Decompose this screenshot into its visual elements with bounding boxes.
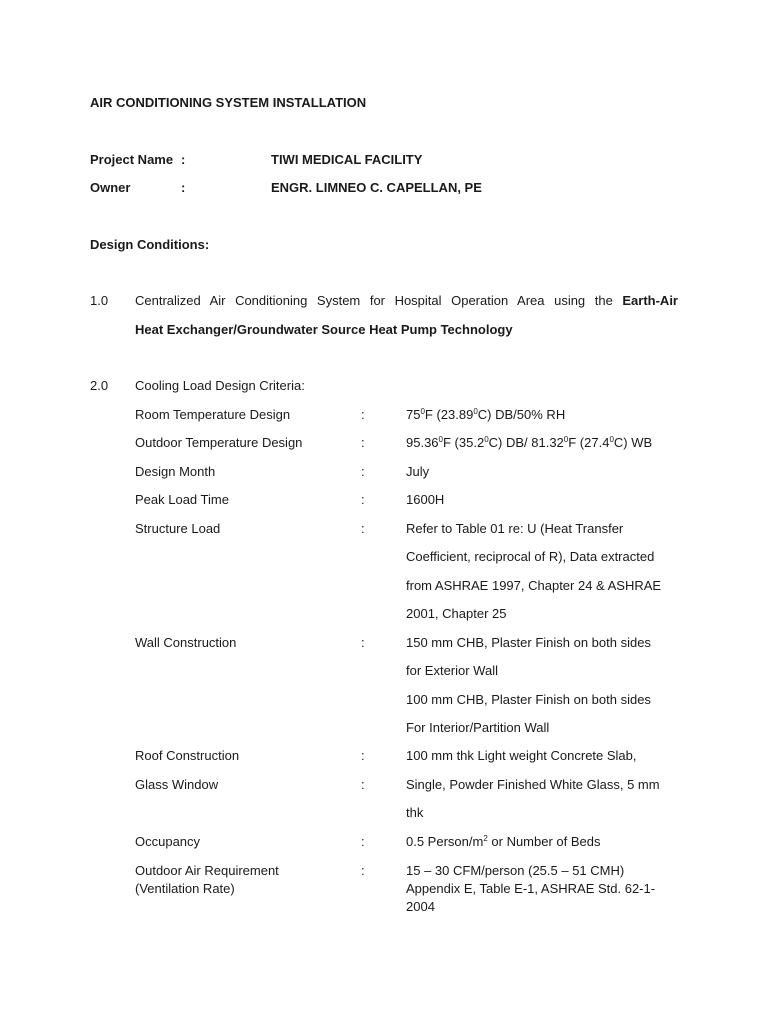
criteria-value-room-temperature: $75^0F$ (23.89$^0$C) DB/50% RH <box>406 407 566 422</box>
criteria-colon: : <box>361 492 365 507</box>
criteria-value-structure-load-line: Coefficient, reciprocal of R), Data extracted <box>406 549 655 564</box>
criteria-value-wall-construction-line: For Interior/Partition Wall <box>406 720 550 735</box>
criteria-value-structure-load-line: from ASHRAE 1997, Chapter 24 & ASHRAE <box>406 578 662 593</box>
project-name-colon: : <box>181 152 186 167</box>
criteria-value-wall-construction-line: 100 mm CHB, Plaster Finish on both sides <box>406 692 651 707</box>
criteria-value-peak-load: 1600H <box>406 492 445 507</box>
criteria-value-glass-window-line: Single, Powder Finished White Glass, 5 mm <box>406 777 660 792</box>
criteria-value-roof-construction: 100 mm thk Light weight Concrete Slab, <box>406 748 637 763</box>
criteria-value-wall-construction-line: for Exterior Wall <box>406 663 498 678</box>
criteria-value-outdoor-air-line: 15 – 30 CFM/person (25.5 – 51 CMH) <box>406 863 625 878</box>
owner-value: ENGR. LIMNEO C. CAPELLAN, PE <box>271 180 482 195</box>
section1-number: 1.0 <box>90 293 109 308</box>
criteria-label-room-temperature: Room Temperature Design <box>135 407 291 422</box>
criteria-colon: : <box>361 464 365 479</box>
section2-heading: Cooling Load Design Criteria: <box>135 378 305 393</box>
document-title: AIR CONDITIONING SYSTEM INSTALLATION <box>90 95 367 110</box>
criteria-label-design-month: Design Month <box>135 464 216 479</box>
section1-line2: Heat Exchanger/Groundwater Source Heat Pump Technology <box>135 322 513 337</box>
criteria-colon: : <box>361 435 365 450</box>
criteria-label-outdoor-air-line: Outdoor Air Requirement <box>135 863 279 878</box>
criteria-label-roof-construction: Roof Construction <box>135 748 240 763</box>
section2-number: 2.0 <box>90 378 109 393</box>
owner-colon: : <box>181 180 186 195</box>
criteria-value-outdoor-air-line: 2004 <box>406 899 435 914</box>
project-name-value: TIWI MEDICAL FACILITY <box>271 152 423 167</box>
criteria-label-glass-window: Glass Window <box>135 777 219 792</box>
project-name-label: Project Name <box>90 152 174 167</box>
criteria-colon: : <box>361 834 365 849</box>
criteria-value-structure-load-line: 2001, Chapter 25 <box>406 606 507 621</box>
criteria-value-outdoor-temperature: 95.36$^0$F (35.2$^0$C) DB/ 81.32$^0$F (27.4$^0$C) WB <box>406 435 653 450</box>
criteria-label-occupancy: Occupancy <box>135 834 201 849</box>
criteria-value-glass-window-line: thk <box>406 805 424 820</box>
criteria-colon: : <box>361 777 365 792</box>
criteria-value-wall-construction-line: 150 mm CHB, Plaster Finish on both sides <box>406 635 651 650</box>
criteria-colon: : <box>361 863 365 878</box>
criteria-label-peak-load: Peak Load Time <box>135 492 229 507</box>
section1-bold-text: Earth-Air <box>622 293 678 308</box>
criteria-colon: : <box>361 407 365 422</box>
criteria-colon: : <box>361 635 365 650</box>
criteria-value-outdoor-air-line: Appendix E, Table E-1, ASHRAE Std. 62-1- <box>406 881 656 896</box>
criteria-colon: : <box>361 748 365 763</box>
section1-text: Centralized Air Conditioning System for Hospital Operation Area using the <box>135 293 623 308</box>
criteria-colon: : <box>361 521 365 536</box>
design-conditions-heading: Design Conditions: <box>90 237 210 252</box>
criteria-value-occupancy: 0.5 Person/$m^2$ or Number of Beds <box>406 834 601 849</box>
criteria-label-outdoor-temperature: Outdoor Temperature Design <box>135 435 303 450</box>
owner-label: Owner <box>90 180 131 195</box>
criteria-value-design-month: July <box>406 464 430 479</box>
criteria-label-wall-construction: Wall Construction <box>135 635 237 650</box>
criteria-label-outdoor-air-line: (Ventilation Rate) <box>135 881 235 896</box>
criteria-label-structure-load: Structure Load <box>135 521 221 536</box>
criteria-value-structure-load-line: Refer to Table 01 re: U (Heat Transfer <box>406 521 624 536</box>
section1-line1 <box>135 293 678 309</box>
